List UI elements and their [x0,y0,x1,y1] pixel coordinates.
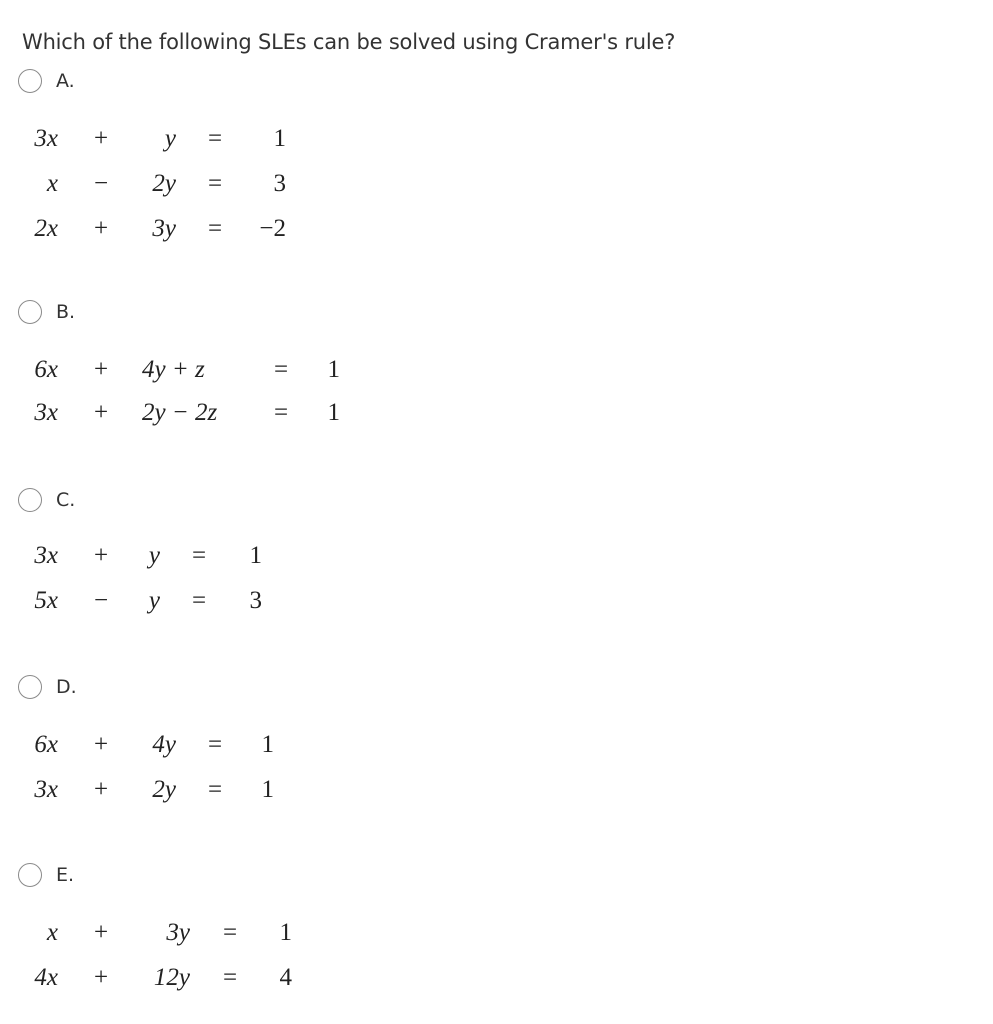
equals-sign: = [207,731,223,758]
operator: + [93,776,109,803]
operator: + [93,356,109,383]
term-x: x [46,170,58,197]
term-y: 4y [152,731,176,758]
term-y: 2y [152,170,176,197]
equation-row [0,124,400,154]
equation-row [0,398,400,428]
rhs-value: 1 [249,542,262,569]
term-x: 3x [34,125,58,152]
equals-sign: = [207,215,223,242]
term-y: 12y [153,964,190,991]
option-label: B. [56,301,76,323]
term-x: 4x [34,964,58,991]
operator: + [93,542,109,569]
term-x: 3x [34,399,58,426]
equals-sign: = [273,356,289,383]
term-y: y [164,125,176,152]
option-c[interactable] [18,484,75,516]
radio-button[interactable] [18,863,42,887]
operator: + [93,731,109,758]
option-label: D. [56,676,77,698]
rhs-value: 1 [273,125,286,152]
radio-button[interactable] [18,488,42,512]
radio-button[interactable] [18,300,42,324]
rhs-value: 1 [261,776,274,803]
equation-row [0,963,400,993]
rhs-value: 1 [279,919,292,946]
equation-row [0,169,400,199]
radio-button[interactable] [18,69,42,93]
option-label: C. [56,489,76,511]
term-x: 5x [34,587,58,614]
term-y: 2y [152,776,176,803]
term-y: y [148,542,160,569]
operator: − [93,170,109,197]
radio-button[interactable] [18,675,42,699]
equation-row [0,775,400,805]
option-label: A. [56,70,75,92]
term-x: 6x [34,356,58,383]
equals-sign: = [222,964,238,991]
option-e[interactable] [18,859,74,891]
term-x: 3x [34,542,58,569]
equation-row [0,214,400,244]
rhs-value: 4 [279,964,292,991]
operator: + [93,964,109,991]
rhs-value: 3 [273,170,286,197]
term-x: 6x [34,731,58,758]
equation-row [0,541,400,571]
term-yz: 2y − 2z [142,399,218,426]
term-y: y [148,587,160,614]
term-x: 2x [34,215,58,242]
term-x: 3x [34,776,58,803]
rhs-value: 1 [327,399,340,426]
equation-row [0,586,400,616]
equals-sign: = [207,125,223,152]
option-b[interactable] [18,296,75,328]
operator: + [93,125,109,152]
equals-sign: = [207,170,223,197]
option-d[interactable] [18,671,77,703]
term-y: 3y [152,215,176,242]
operator: − [93,587,109,614]
equals-sign: = [191,542,207,569]
term-yz: 4y + z [142,356,205,383]
operator: + [93,919,109,946]
equation-row [0,918,400,948]
rhs-value: 3 [249,587,262,614]
equation-row [0,730,400,760]
term-y: 3y [166,919,190,946]
question-text: Which of the following SLEs can be solved using Cramer's rule? [22,30,676,54]
option-a[interactable] [18,65,75,97]
term-x: x [46,919,58,946]
option-label: E. [56,864,75,886]
equals-sign: = [207,776,223,803]
equals-sign: = [273,399,289,426]
equals-sign: = [222,919,238,946]
operator: + [93,399,109,426]
rhs-value: 1 [261,731,274,758]
rhs-value: −2 [259,215,286,242]
rhs-value: 1 [327,356,340,383]
operator: + [93,215,109,242]
equals-sign: = [191,587,207,614]
equation-row [0,355,400,385]
